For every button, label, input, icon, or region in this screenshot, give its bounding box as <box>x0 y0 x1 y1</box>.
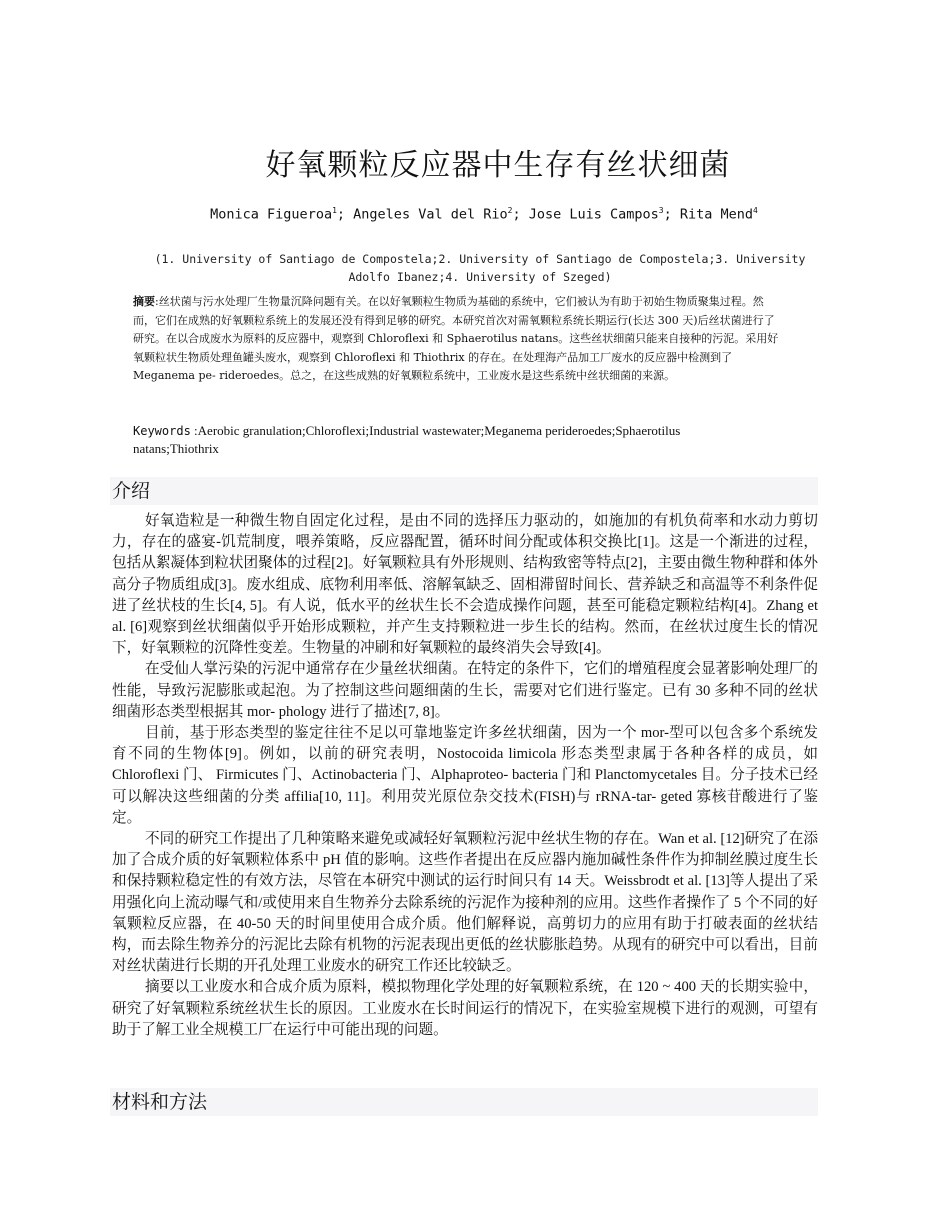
paper-title: 好氧颗粒反应器中生存有丝状细菌 <box>265 148 731 183</box>
author-affiliation-mark: 2 <box>507 206 513 215</box>
abstract-label: 摘要 <box>133 295 155 308</box>
intro-paragraph: 不同的研究工作提出了几种策略来避免或减轻好氧颗粒污泥中丝状生物的存在。Wan et al. [12]研究了在添加了合成介质的好氧颗粒体系中 pH 值的影响。这些作者提出在反应器内施加碱性条件作为抑制丝膜过度生长和保持颗粒稳定性的有效方法，尽管在本研究中测试的运行时间只有 14 天。Weissbrodt et al. [13]等人提出了采用强化向上流动曝气和/或使用来自生物养分去除系统的污泥作为接种剂的应用。这些作者操作了 5 个不同的好氧颗粒反应器，在 40-50 天的时间里使用合成介质。他们解释说，高剪切力的应用有助于打破表面的丝状结构，而去除生物养分的污泥比去除有机物的污泥表现出更低的丝状膨胀趋势。从现有的研究中可以看出，目前对丝状菌进行长期的开孔处理工业废水的研究工作还比较缺乏。 <box>112 831 818 975</box>
intro-paragraph: 好氧造粒是一种微生物自固定化过程，是由不同的选择压力驱动的，如施加的有机负荷率和水动力剪切力，存在的盛宴-饥荒制度，喂养策略，反应器配置，循环时间分配或体积交换比[1]。这是一个渐进的过程，包括从絮凝体到粒状团聚体的过程[2]。好氧颗粒具有外形规则、结构致密等特点[2]，主要由微生物种群和体外高分子物质组成[3]。废水组成、底物利用率低、溶解氧缺乏、固相滞留时间长、营养缺乏和高温等不利条件促进了丝状枝的生长[4, 5]。有人说，低水平的丝状生长不会造成操作问题，甚至可能稳定颗粒结构[4]。Zhang et al. [6]观察到丝状细菌似乎开始形成颗粒，并产生支持颗粒进一步生长的结构。然而，在丝状过度生长的情况下，好氧颗粒的沉降性变差。生物量的冲刷和好氧颗粒的最终消失会导致[4]。 <box>112 513 818 657</box>
author-name: Angeles Val del Rio <box>353 206 508 223</box>
author-list: Monica Figueroa$^1$; Angeles Val del Rio$^2$; Jose Luis Campos$^3$; Rita Mend$^4$ <box>210 206 758 223</box>
author-name: Rita Mend <box>679 206 753 223</box>
affiliations: (1. University of Santiago de Compostela;2. University of Santiago de Compostela;3. University Adolfo Ibanez;4. University of Szeged) <box>154 252 806 284</box>
intro-paragraph: 在受仙人掌污染的污泥中通常存在少量丝状细菌。在特定的条件下，它们的增殖程度会显著影响处理厂的性能，导致污泥膨胀或起泡。为了控制这些问题细菌的生长，需要对它们进行鉴定。已有 30 多种不同的丝状细菌形态类型根据其 mor- phology 进行了描述[7, 8]。 <box>112 661 818 720</box>
section-heading-intro: 介绍 <box>110 477 818 505</box>
keywords-label: Keywords <box>133 424 191 438</box>
abstract-text: :丝状菌与污水处理厂生物量沉降问题有关。在以好氧颗粒生物质为基础的系统中，它们被认为有助于初始生物质聚集过程。然而，它们在成熟的好氧颗粒系统上的发展还没有得到足够的研究。本研究首次对需氧颗粒系统长期运行(长达 300 天)后丝状菌进行了研究。在以合成废水为原料的反应器中，观察到 Chloroflexi 和 Sphaerotilus natans。这些丝状细菌只能来自接种的污泥。采用好氧颗粒状生物质处理鱼罐头废水，观察到 Chloroflexi 和 Thiothrix 的存在。在处理海产品加工厂废水的反应器中检测到了 Meganema pe- rideroedes。总之，在这些成熟的好氧颗粒系统中，工业废水是这些系统中丝状细菌的来源。 <box>133 295 779 382</box>
intro-paragraph: 摘要以工业废水和合成介质为原料，模拟物理化学处理的好氧颗粒系统，在 120 ~ 400 天的长期实验中，研究了好氧颗粒系统丝状生长的原因。工业废水在长时间运行的情况下，在实验室规模下进行的观测，可望有助于了解工业全规模工厂在运行中可能出现的问题。 <box>112 979 818 1038</box>
author-affiliation-mark: 3 <box>658 206 664 215</box>
author-affiliation-mark: 4 <box>753 206 758 215</box>
keywords-text: :Aerobic granulation;Chloroflexi;Industrial wastewater;Meganema perideroedes;Sphaerotilus natans;Thiothrix <box>133 423 681 456</box>
author-name: Jose Luis Campos <box>528 206 659 223</box>
intro-paragraph: 目前，基于形态类型的鉴定往往不足以可靠地鉴定许多丝状细菌，因为一个 mor-型可以包含多个系统发育不同的生物体[9]。例如，以前的研究表明，Nostocoida limicola 形态类型隶属于各种各样的成员，如 Chloroflexi 门、 Firmicutes 门、Actinobacteria 门、Alphaproteo- bacteria 门和 Planctomycetales 目。分子技术已经可以解决这些细菌的分类 affilia[10, 11]。利用荧光原位杂交技术(FISH)与 rRNA-tar- geted 寡核苷酸进行了鉴定。 <box>112 725 818 826</box>
author-name: Monica Figueroa <box>210 206 333 223</box>
intro-body <box>112 511 818 1041</box>
keywords-block <box>133 422 753 457</box>
author-affiliation-mark: 1 <box>332 206 337 215</box>
section-heading-methods: 材料和方法 <box>110 1088 818 1116</box>
abstract-block <box>133 293 783 386</box>
